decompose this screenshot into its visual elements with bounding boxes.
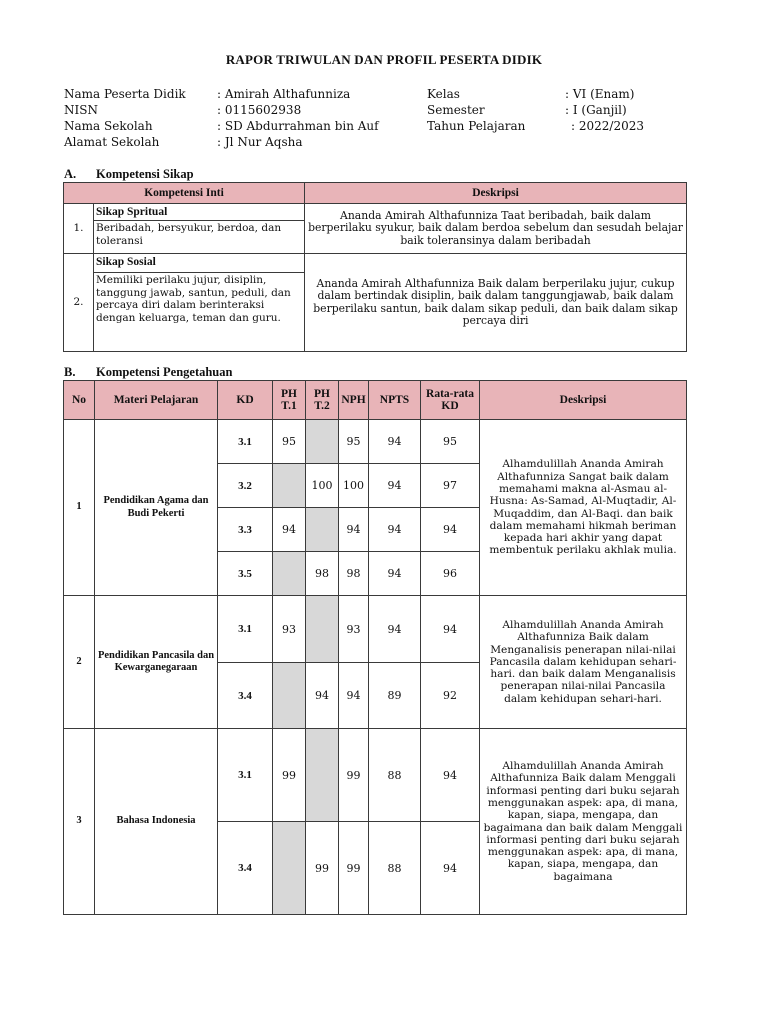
nph-cell: 94 [339,663,369,729]
average-cell: 94 [421,596,480,663]
attitude-competency-cell [94,204,305,254]
ph1-cell: 94 [273,508,306,552]
spiritual-attitude-description: Ananda Amirah Althafunniza Taat beribadah, baik dalam berperilaku syukur, baik dalam berdoa sebelum dan sesudah belajar baik toleransinya dalam beribadah [305,204,687,254]
npts-cell: 94 [369,420,421,464]
kd-cell: 3.2 [218,464,273,508]
subject-description: Alhamdulillah Ananda Amirah Althafunniza Sangat baik dalam memahami makna al-Asmau al-Husna: As-Samad, Al-Muqtadir, Al-Muqaddim, dan Al-Baqi. dan baik dalam memahami hikmah beriman kepada hari akhir yang dapat membentuk perilaku akhlak mulia. [480,420,687,596]
npts-cell: 88 [369,822,421,915]
subject-no: 2 [64,596,95,729]
ph2-cell: 94 [306,663,339,729]
average-cell: 94 [421,729,480,822]
section-b-label: B. [64,365,76,379]
header-rata-line2: KD [441,400,459,412]
ph2-cell: 100 [306,464,339,508]
kd-cell: 3.5 [218,552,273,596]
npts-cell: 94 [369,464,421,508]
class-value: : VI (Enam) [565,87,635,101]
spiritual-attitude-title: Sikap Spritual [94,204,304,221]
ph2-cell: 98 [306,552,339,596]
attitude-row-no: 2. [64,254,94,352]
social-attitude-text: Memiliki perilaku jujur, disiplin, tanggung jawab, santun, peduli, dan percaya diri dalam berinteraksi dengan keluarga, teman dan guru. [96,274,291,324]
header-deskripsi: Deskripsi [480,381,687,420]
header-rata-rata [421,381,480,420]
nph-cell: 93 [339,596,369,663]
school-address-label: Alamat Sekolah [64,135,160,149]
school-name-value: : SD Abdurrahman bin Auf [217,119,379,133]
average-cell: 94 [421,822,480,915]
subject-name: Pendidikan Agama dan Budi Pekerti [95,420,218,596]
header-ph-t2 [306,381,339,420]
school-address-value: : Jl Nur Aqsha [217,135,303,149]
semester-value: : I (Ganjil) [565,103,627,117]
average-cell: 94 [421,508,480,552]
table-row [64,729,687,822]
attitude-table [63,182,687,352]
nph-cell: 98 [339,552,369,596]
npts-cell: 89 [369,663,421,729]
nisn-label: NISN [64,103,98,117]
ph1-cell [273,822,306,915]
nph-cell: 100 [339,464,369,508]
ph1-cell [273,464,306,508]
ph2-cell [306,508,339,552]
header-kd: KD [218,381,273,420]
header-ph-t2-line2: T.2 [314,400,330,412]
social-attitude-title: Sikap Sosial [94,254,304,273]
nisn-value: : 0115602938 [217,103,302,117]
header-no: No [64,381,95,420]
header-deskripsi: Deskripsi [305,183,687,204]
section-a-label: A. [64,167,77,181]
ph2-cell [306,729,339,822]
school-name-label: Nama Sekolah [64,119,153,133]
nph-cell: 94 [339,508,369,552]
header-ph-t2-line1: PH [314,388,330,400]
header-ph-t1-line1: PH [281,388,297,400]
ph1-cell: 95 [273,420,306,464]
kd-cell: 3.4 [218,822,273,915]
header-nph: NPH [339,381,369,420]
social-attitude-description: Ananda Amirah Althafunniza Baik dalam berperilaku jujur, cukup dalam bertindak disiplin, baik dalam tanggungjawab, baik dalam berperilaku santun, baik dalam sikap peduli, dan baik dalam sikap percaya diri [305,254,687,352]
header-kompetensi-inti: Kompetensi Inti [64,183,305,204]
semester-label: Semester [427,103,485,117]
ph1-cell [273,552,306,596]
header-ph-t1-line2: T.1 [281,400,297,412]
nph-cell: 95 [339,420,369,464]
header-rata-line1: Rata-rata [426,388,474,400]
student-name-label: Nama Peserta Didik [64,87,186,101]
table-row [64,420,687,464]
npts-cell: 94 [369,552,421,596]
header-npts: NPTS [369,381,421,420]
subject-no: 3 [64,729,95,915]
nph-cell: 99 [339,729,369,822]
average-cell: 92 [421,663,480,729]
ph1-cell: 99 [273,729,306,822]
student-name-value: : Amirah Althafunniza [217,87,351,101]
average-cell: 97 [421,464,480,508]
npts-cell: 94 [369,508,421,552]
kd-cell: 3.1 [218,420,273,464]
subject-name: Bahasa Indonesia [95,729,218,915]
header-ph-t1 [273,381,306,420]
npts-cell: 88 [369,729,421,822]
kd-cell: 3.3 [218,508,273,552]
attitude-competency-cell [94,254,305,352]
section-b-title: Kompetensi Pengetahuan [96,365,233,379]
ph1-cell: 93 [273,596,306,663]
subject-name: Pendidikan Pancasila dan Kewarganegaraan [95,596,218,729]
page-title: RAPOR TRIWULAN DAN PROFIL PESERTA DIDIK [225,52,543,67]
kd-cell: 3.1 [218,729,273,822]
npts-cell: 94 [369,596,421,663]
school-year-value: : 2022/2023 [571,119,644,133]
section-a-title: Kompetensi Sikap [96,167,194,181]
class-label: Kelas [427,87,460,101]
average-cell: 96 [421,552,480,596]
ph2-cell [306,420,339,464]
table-row [64,596,687,663]
attitude-row-no: 1. [64,204,94,254]
subject-description: Alhamdulillah Ananda Amirah Althafunniza Baik dalam Menganalisis penerapan nilai-nilai Pancasila dalam kehidupan sehari-hari. dan baik dalam Menganalisis penerapan nilai-nilai Pancasila dalam kehidupan sehari-hari. [480,596,687,729]
knowledge-table [63,380,687,915]
nph-cell: 99 [339,822,369,915]
subject-no: 1 [64,420,95,596]
kd-cell: 3.4 [218,663,273,729]
kd-cell: 3.1 [218,596,273,663]
spiritual-attitude-text: Beribadah, bersyukur, berdoa, dan toleransi [96,222,282,247]
ph2-cell: 99 [306,822,339,915]
school-year-label: Tahun Pelajaran [427,119,526,133]
header-materi: Materi Pelajaran [95,381,218,420]
ph1-cell [273,663,306,729]
subject-description: Alhamdulillah Ananda Amirah Althafunniza Baik dalam Menggali informasi penting dari buku sejarah menggunakan aspek: apa, di mana, kapan, siapa, mengapa, dan bagaimana dan baik dalam Menggali informasi penting dari buku sejarah menggunakan aspek: apa, di mana, kapan, siapa, mengapa, dan bagaimana [480,729,687,915]
average-cell: 95 [421,420,480,464]
ph2-cell [306,596,339,663]
